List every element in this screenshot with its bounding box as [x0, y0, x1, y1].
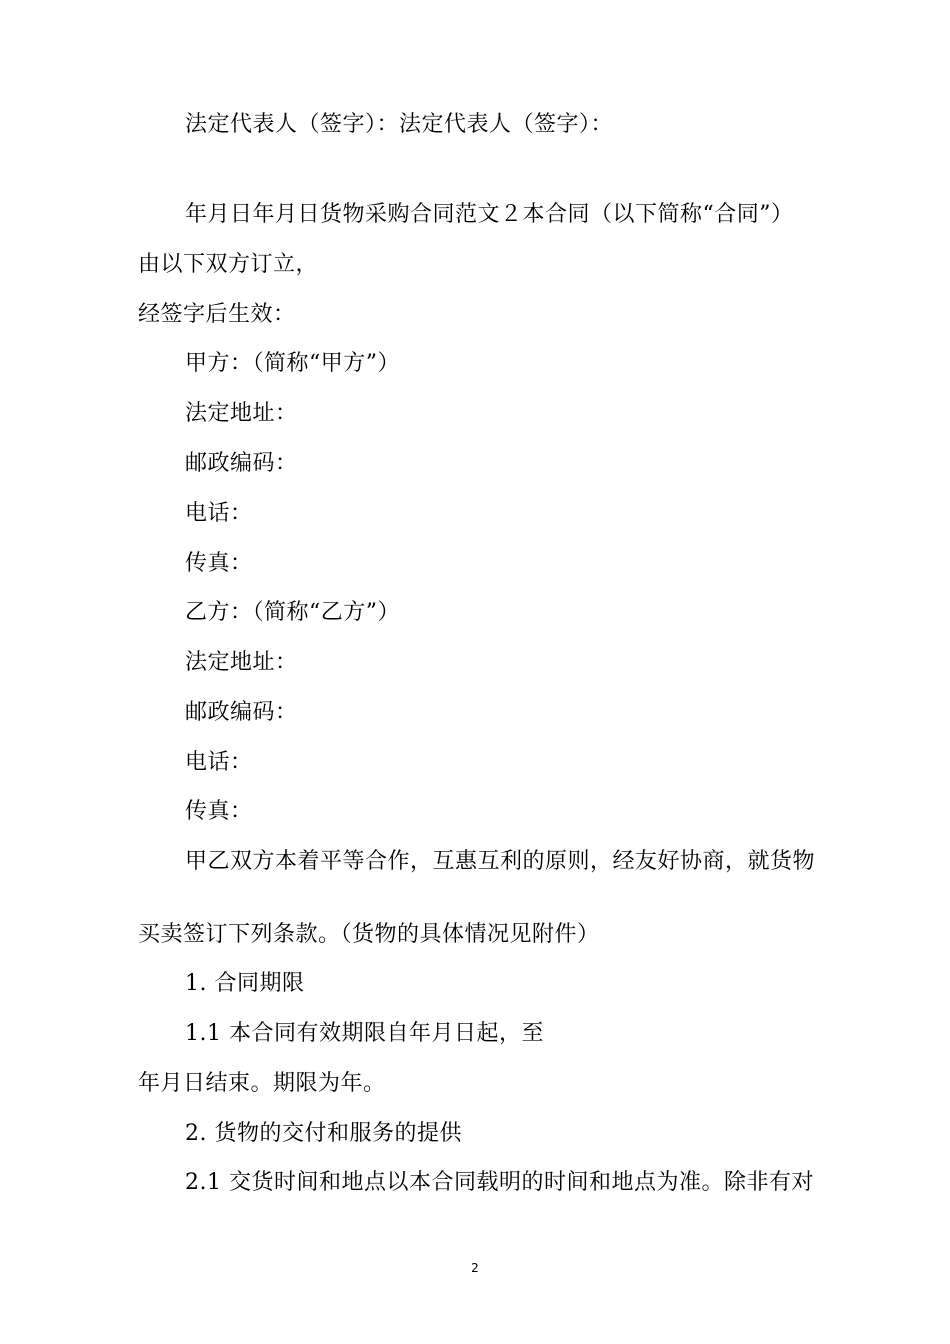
paragraph-line: 经签字后生效：: [138, 302, 296, 327]
paragraph-line: 年月日年月日货物采购合同范文２本合同（以下简称“合同”）: [185, 202, 794, 227]
party-a-phone-line: 电话：: [185, 501, 253, 526]
party-a-postcode-line: 邮政编码：: [185, 451, 298, 476]
party-a-address-line: 法定地址：: [185, 401, 298, 426]
signature-line: 法定代表人（签字）：法定代表人（签字）：: [185, 112, 614, 137]
party-b-phone-line: 电话：: [185, 750, 253, 775]
party-b-line: 乙方：（简称“乙方”）: [185, 600, 400, 625]
paragraph-line: 由以下双方订立，: [138, 252, 319, 277]
clause-line: 2.1 交货时间和地点以本合同载明的时间和地点为准。除非有对: [185, 1170, 814, 1195]
party-b-fax-line: 传真：: [185, 799, 253, 824]
party-b-address-line: 法定地址：: [185, 650, 298, 675]
party-a-fax-line: 传真：: [185, 551, 253, 576]
party-a-line: 甲方：（简称“甲方”）: [185, 351, 400, 376]
page-number: 2: [471, 1261, 479, 1275]
paragraph-line: 甲乙双方本着平等合作，互惠互利的原则，经友好协商，就货物: [185, 849, 816, 874]
section-heading: 1. 合同期限: [185, 971, 305, 996]
clause-line: 1.1 本合同有效期限自年月日起，至: [185, 1021, 544, 1046]
party-b-postcode-line: 邮政编码：: [185, 700, 298, 725]
paragraph-line: 买卖签订下列条款。（货物的具体情况见附件）: [138, 922, 600, 947]
clause-line: 年月日结束。期限为年。: [138, 1071, 386, 1096]
section-heading: 2. 货物的交付和服务的提供: [185, 1121, 462, 1146]
